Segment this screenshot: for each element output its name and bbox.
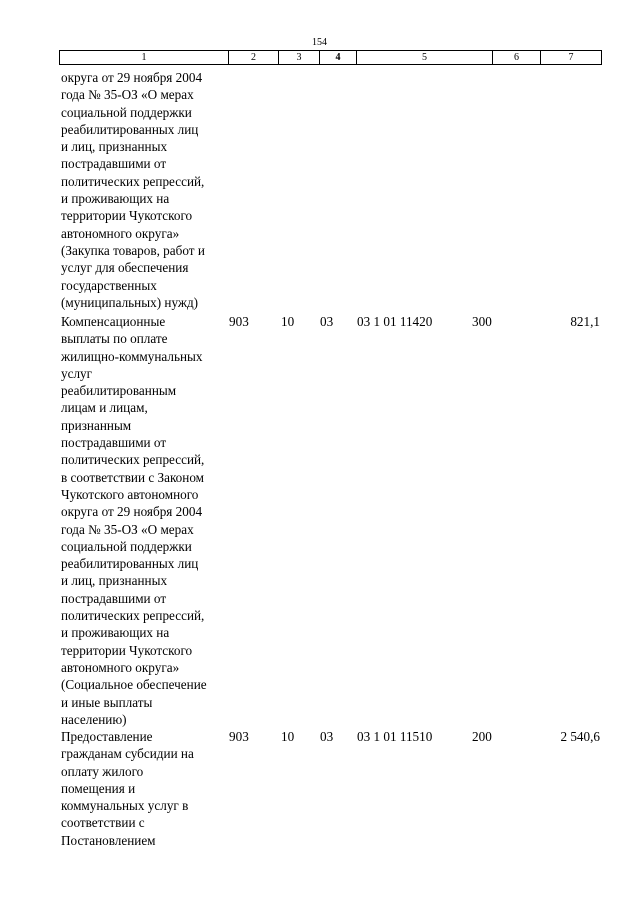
row-text-line: Чукотского автономного <box>61 486 199 502</box>
row-text-line: автономного округа» <box>61 659 180 675</box>
row-text-line: территории Чукотского <box>61 208 193 224</box>
row-text-line: социальной поддержки <box>61 104 192 120</box>
row-text-line: округа от 29 ноября 2004 <box>61 504 203 520</box>
table-header <box>59 50 602 65</box>
row-text-line: года № 35-ОЗ «О мерах <box>61 521 194 537</box>
page-number: 154 <box>312 37 327 48</box>
row-text-line: социальной поддержки <box>61 538 192 554</box>
row-cell-col-3: 10 <box>281 729 295 744</box>
header-col-3: 3 <box>279 51 320 64</box>
row-text-line: пострадавшими от <box>61 590 167 606</box>
row-text-line: государственных <box>61 277 157 293</box>
row-text-line: гражданам субсидии на <box>61 746 194 762</box>
row-text-line: услуг <box>61 365 93 381</box>
row-text-line: автономного округа» <box>61 225 180 241</box>
row-text-line: соответствии с <box>61 815 145 831</box>
row-text-line: округа от 29 ноября 2004 <box>61 70 203 85</box>
row-text-line: политических репрессий, <box>61 452 205 468</box>
row-cell-col-4: 03 <box>320 729 334 744</box>
row-cell-col-6: 200 <box>472 729 492 744</box>
row-text-line: пострадавшими от <box>61 435 167 451</box>
row-text-line: выплаты по оплате <box>61 331 168 347</box>
table-row <box>61 728 229 849</box>
header-col-2: 2 <box>229 51 279 64</box>
table-row <box>61 69 229 311</box>
row-cell-col-3: 10 <box>281 314 295 329</box>
row-text-line: реабилитированных лиц <box>61 556 199 572</box>
row-text-line: в соответствии с Законом <box>61 469 205 485</box>
row-text-line: и лиц, признанных <box>61 139 168 155</box>
header-col-5: 5 <box>357 51 493 64</box>
row-cell-col-4: 03 <box>320 314 334 329</box>
row-text-line: услуг для обеспечения <box>61 260 189 276</box>
row-text-line: населению) <box>61 711 127 727</box>
row-text-line: признанным <box>61 417 132 433</box>
row-text-line: реабилитированных лиц <box>61 121 199 137</box>
row-text-line: помещения и <box>61 780 136 796</box>
row-text-line: лицам и лицам, <box>61 400 148 416</box>
row-text-line: пострадавшими от <box>61 156 167 172</box>
row-cell-col-5: 03 1 01 11510 <box>357 729 433 744</box>
row-text-line: года № 35-ОЗ «О мерах <box>61 87 194 103</box>
row-text-line: жилищно-коммунальных <box>61 348 203 364</box>
row-cell-col-2: 903 <box>229 729 249 744</box>
header-col-6: 6 <box>493 51 541 64</box>
header-col-4: 4 <box>320 51 357 64</box>
row-cell-col-5: 03 1 01 11420 <box>357 314 433 329</box>
row-text-line: Предоставление <box>61 729 153 744</box>
row-text-line: (Социальное обеспечение <box>61 677 207 693</box>
row-cell-col-6: 300 <box>472 314 492 329</box>
row-cell-col-7: 2 540,6 <box>560 729 600 744</box>
row-text-line: Постановлением <box>61 832 156 848</box>
table-row <box>61 313 229 728</box>
row-text-line: оплату жилого <box>61 763 144 779</box>
header-col-1: 1 <box>60 51 229 64</box>
row-text-line: реабилитированным <box>61 383 177 399</box>
row-text-line: (Закупка товаров, работ и <box>61 242 205 258</box>
row-text-line: и проживающих на <box>61 191 170 207</box>
row-text-line: и иные выплаты <box>61 694 153 710</box>
header-col-7: 7 <box>568 52 574 63</box>
row-text-line: коммунальных услуг в <box>61 798 189 814</box>
row-text-line: и лиц, признанных <box>61 573 168 589</box>
row-text-line: Компенсационные <box>61 314 166 329</box>
row-cell-col-7: 821,1 <box>570 314 600 329</box>
row-text-line: политических репрессий, <box>61 173 205 189</box>
row-cell-col-2: 903 <box>229 314 249 329</box>
row-text-line: территории Чукотского <box>61 642 193 658</box>
row-text-line: и проживающих на <box>61 625 170 641</box>
row-text-line: (муниципальных) нужд) <box>61 294 199 310</box>
row-text-line: политических репрессий, <box>61 608 205 624</box>
